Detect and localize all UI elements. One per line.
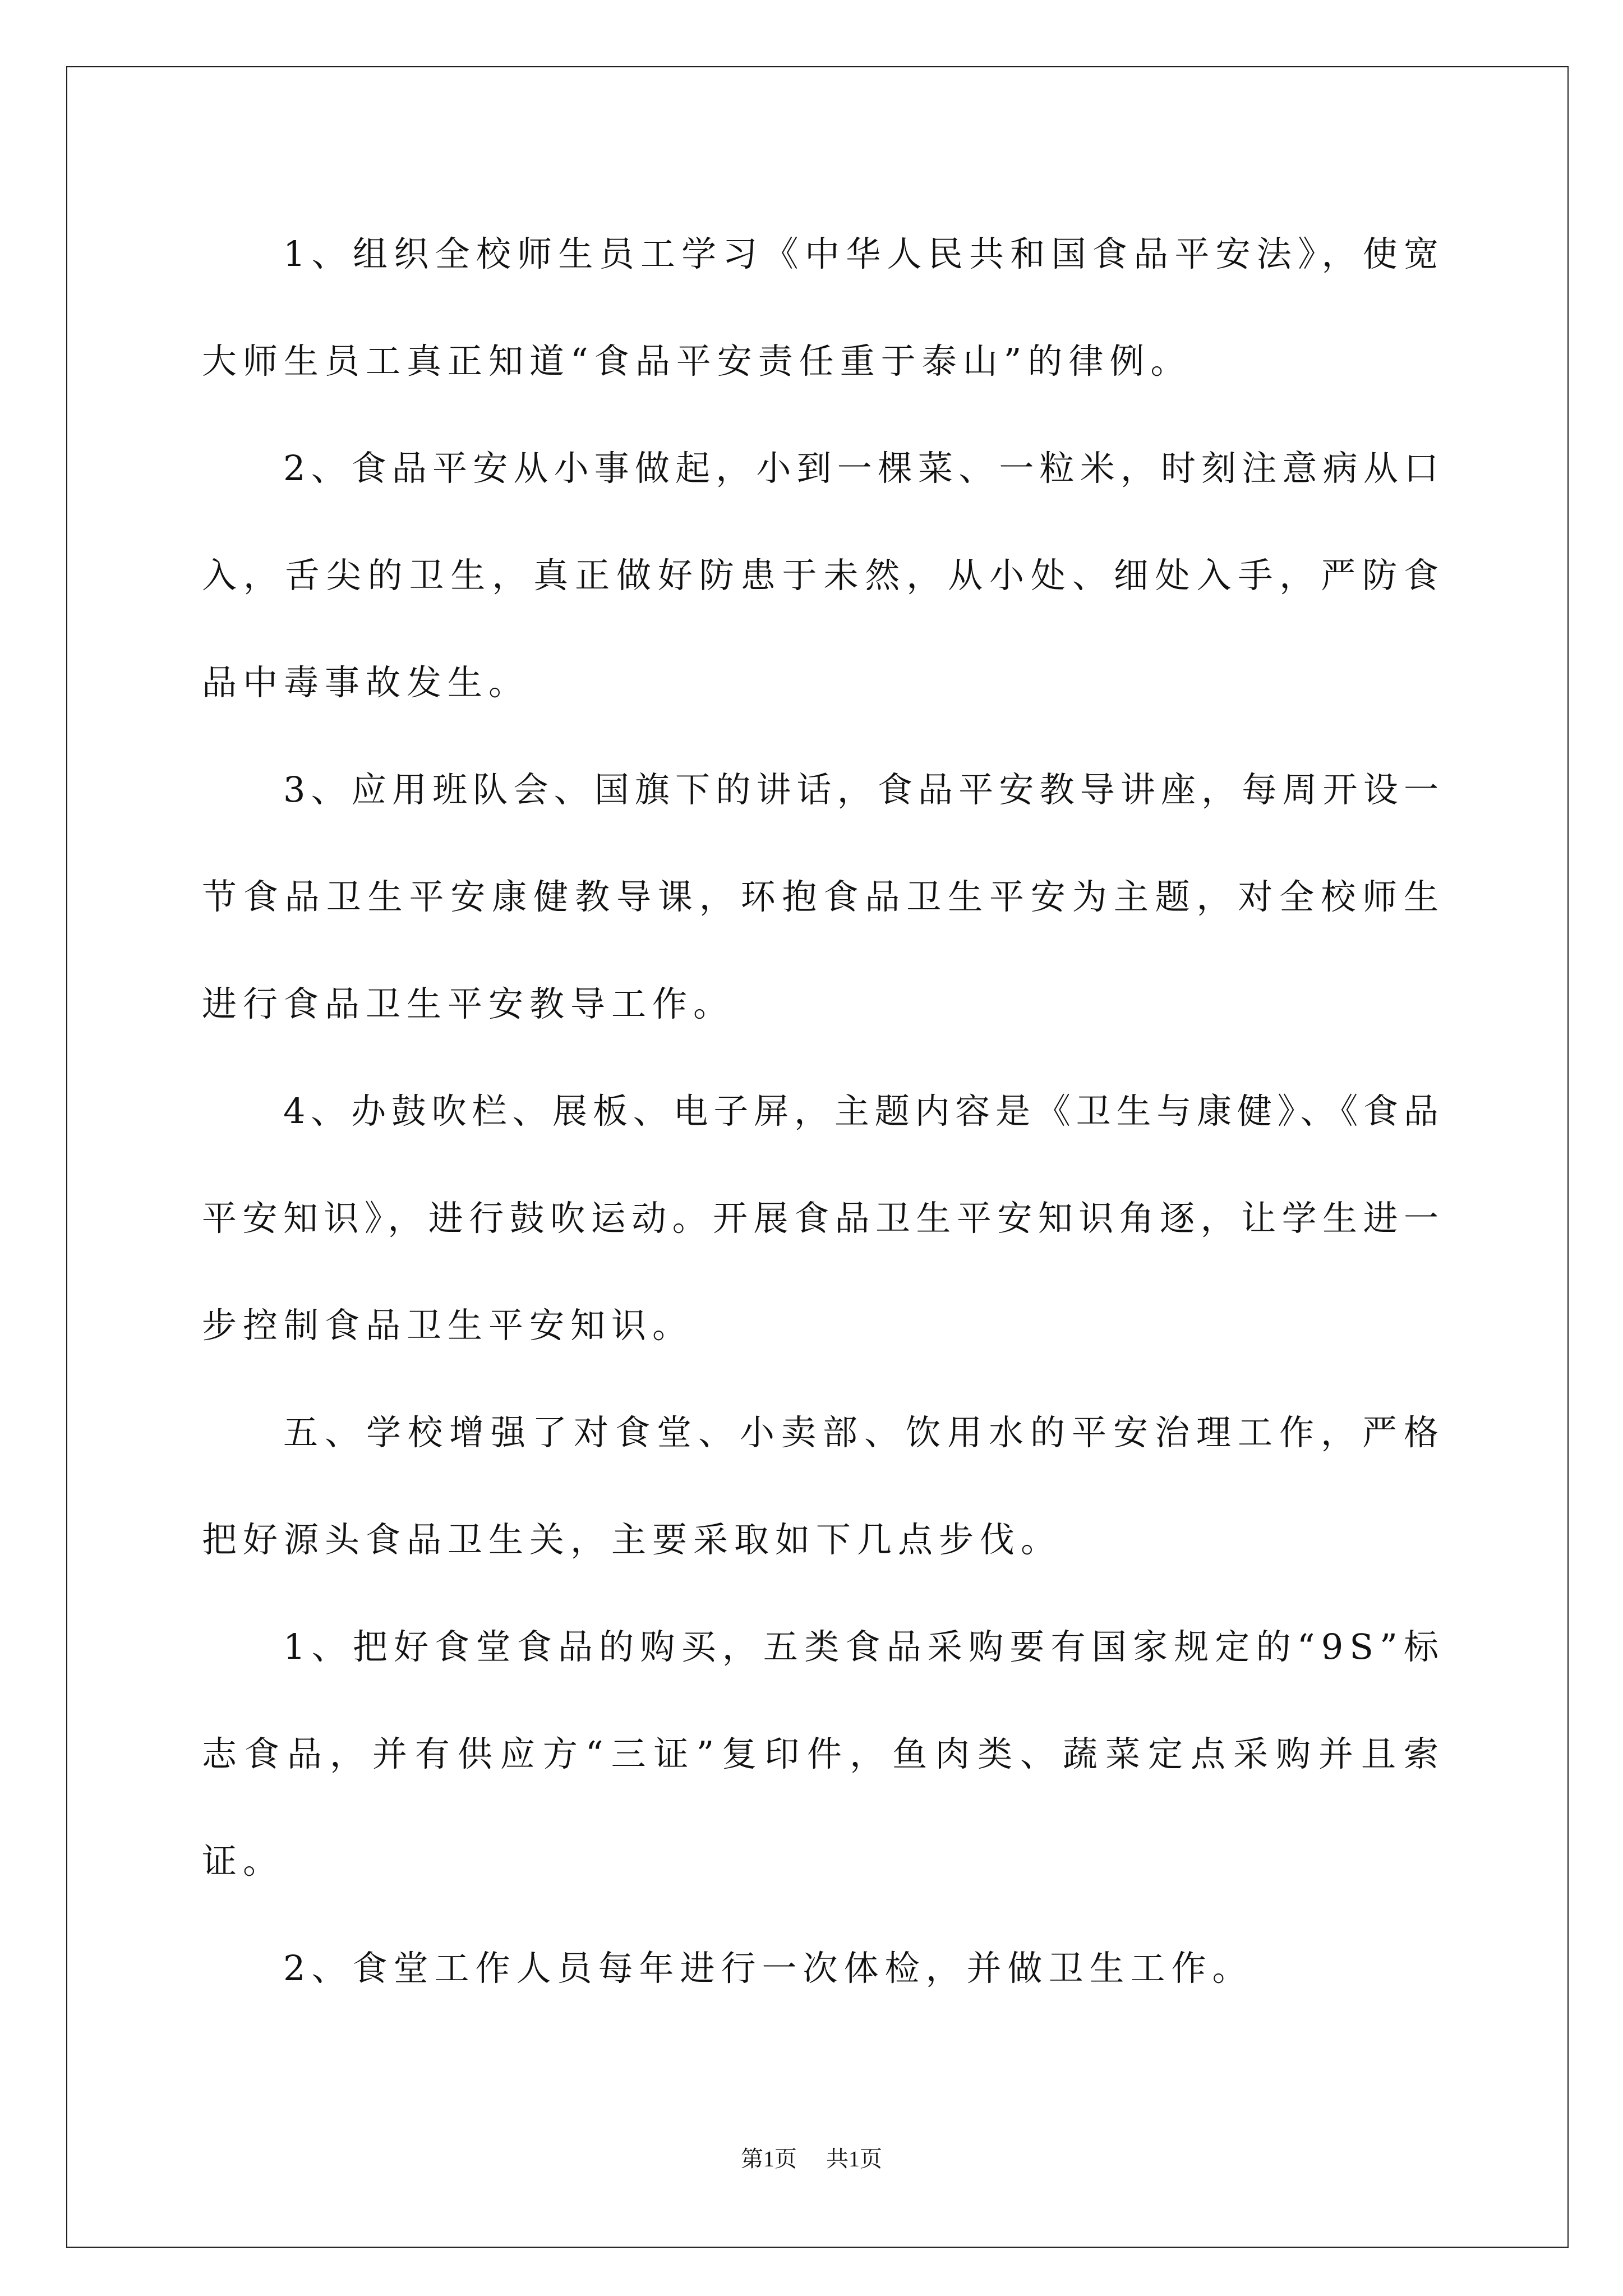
text-line: 4、办鼓吹栏、展板、电子屏，主题内容是《卫生与康健》、《食品 — [283, 1091, 1444, 1131]
paragraph — [202, 1057, 1445, 1379]
text-line: 2、食堂工作人员每年进行一次体检，并做卫生工作。 — [283, 1948, 1253, 1989]
paragraph — [202, 415, 1445, 736]
text-line: 进行食品卫生平安教导工作。 — [202, 983, 735, 1024]
text-line: 入，舌尖的卫生，真正做好防患于未然，从小处、细处入手，严防食 — [202, 555, 1445, 596]
text-line: 五、学校增强了对食堂、小卖部、饮用水的平安治理工作，严格 — [283, 1412, 1445, 1453]
paragraph — [202, 200, 1445, 415]
page-number: 第1页 — [741, 2146, 797, 2171]
text-line: 步控制食品卫生平安知识。 — [202, 1305, 694, 1346]
paragraph — [202, 1915, 1438, 2022]
text-line: 节食品卫生平安康健教导课，环抱食品卫生平安为主题，对全校师生 — [202, 876, 1445, 917]
text-line: 1、把好食堂食品的购买，五类食品采购要有国家规定的“9S”标 — [283, 1626, 1445, 1667]
paragraph — [202, 736, 1445, 1057]
paragraph — [202, 1593, 1446, 1915]
text-line: 品中毒事故发生。 — [202, 662, 530, 703]
text-line: 2、食品平安从小事做起，小到一棵菜、一粒米，时刻注意病从口 — [283, 448, 1445, 489]
document-body — [202, 200, 1446, 2022]
text-line: 证。 — [202, 1841, 284, 1881]
text-line: 1、组织全校师生员工学习《中华人民共和国食品平安法》，使宽 — [283, 233, 1445, 274]
text-line: 大师生员工真正知道“食品平安责任重于泰山”的律例。 — [202, 341, 1192, 381]
page-footer — [0, 2142, 1623, 2176]
paragraph — [202, 1379, 1445, 1593]
text-line: 把好源头食品卫生关，主要采取如下几点步伐。 — [202, 1519, 1062, 1560]
text-line: 平安知识》，进行鼓吹运动。开展食品卫生平安知识角逐，让学生进一 — [202, 1198, 1445, 1239]
text-line: 3、应用班队会、国旗下的讲话，食品平安教导讲座，每周开设一 — [283, 769, 1445, 810]
page-total: 共1页 — [826, 2146, 882, 2171]
text-line: 志食品，并有供应方“三证”复印件，鱼肉类、蔬菜定点采购并且索 — [202, 1733, 1446, 1774]
